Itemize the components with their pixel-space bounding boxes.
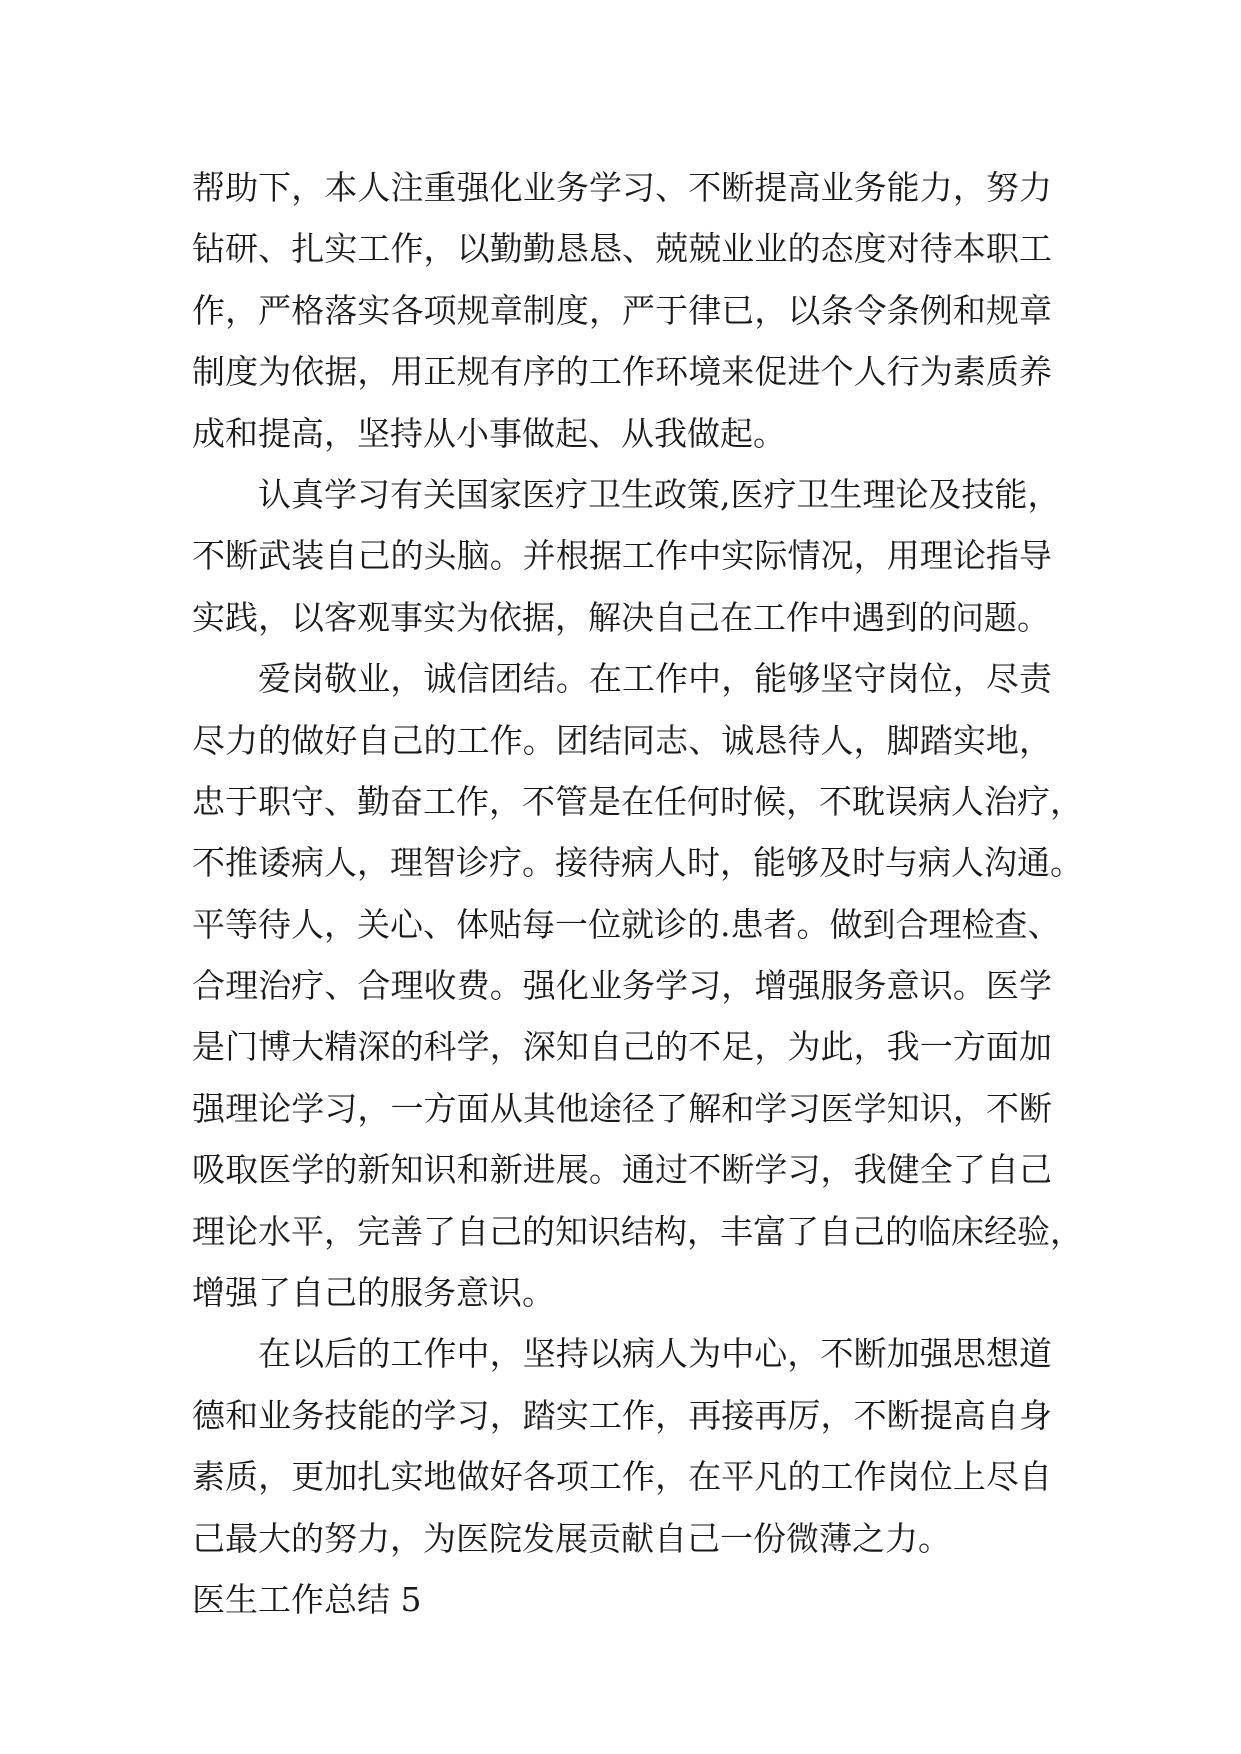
text-line: 认真学习有关国家医疗卫生政策,医疗卫生理论及技能， xyxy=(258,474,1061,514)
text-line: 不断武装自己的头脑。并根据工作中实际情况，用理论指导 xyxy=(192,536,1052,576)
text-line: 爱岗敬业，诚信团结。在工作中，能够坚守岗位，尽责 xyxy=(258,659,1052,699)
text-line: 增强了自己的服务意识。 xyxy=(192,1273,555,1313)
text-line: 是门博大精深的科学，深知自己的不足，为此，我一方面加 xyxy=(192,1027,1052,1067)
text-line: 合理治疗、合理收费。强化业务学习，增强服务意识。医学 xyxy=(192,966,1052,1006)
text-line: 德和业务技能的学习，踏实工作，再接再厉，不断提高自身 xyxy=(192,1395,1052,1435)
paragraph xyxy=(192,157,1052,464)
section-heading: 医生工作总结 5 xyxy=(192,1579,422,1619)
text-line: 吸取医学的新知识和新进展。通过不断学习，我健全了自己 xyxy=(192,1150,1052,1190)
text-line: 素质，更加扎实地做好各项工作，在平凡的工作岗位上尽自 xyxy=(192,1457,1052,1497)
text-line: 忠于职守、勤奋工作，不管是在任何时候，不耽误病人治疗， xyxy=(192,781,1083,821)
paragraph xyxy=(192,648,1083,1323)
document-body xyxy=(192,157,1083,1630)
text-line: 不推诿病人，理智诊疗。接待病人时，能够及时与病人沟通。 xyxy=(192,843,1083,883)
text-line: 制度为依据，用正规有序的工作环境来促进个人行为素质养 xyxy=(192,352,1052,392)
paragraph xyxy=(192,1323,1052,1569)
text-line: 强理论学习，一方面从其他途径了解和学习医学知识，不断 xyxy=(192,1088,1052,1128)
text-line: 理论水平，完善了自己的知识结构，丰富了自己的临床经验， xyxy=(192,1211,1083,1251)
paragraph xyxy=(192,464,1061,648)
text-line: 钻研、扎实工作，以勤勤恳恳、兢兢业业的态度对待本职工 xyxy=(192,229,1052,269)
text-line: 帮助下，本人注重强化业务学习、不断提高业务能力，努力 xyxy=(192,168,1052,207)
text-line: 平等待人，关心、体贴每一位就诊的.患者。做到合理检查、 xyxy=(192,904,1061,944)
text-line: 己最大的努力，为医院发展贡献自己一份微薄之力。 xyxy=(192,1518,951,1558)
text-line: 作，严格落实各项规章制度，严于律已，以条令条例和规章 xyxy=(192,290,1052,330)
text-line: 在以后的工作中，坚持以病人为中心，不断加强思想道 xyxy=(258,1334,1052,1374)
text-line: 成和提高，坚持从小事做起、从我做起。 xyxy=(192,413,786,453)
text-line: 实践，以客观事实为依据，解决自己在工作中遇到的问题。 xyxy=(192,597,1050,637)
text-line: 尽力的做好自己的工作。团结同志、诚恳待人，脚踏实地， xyxy=(192,720,1052,760)
